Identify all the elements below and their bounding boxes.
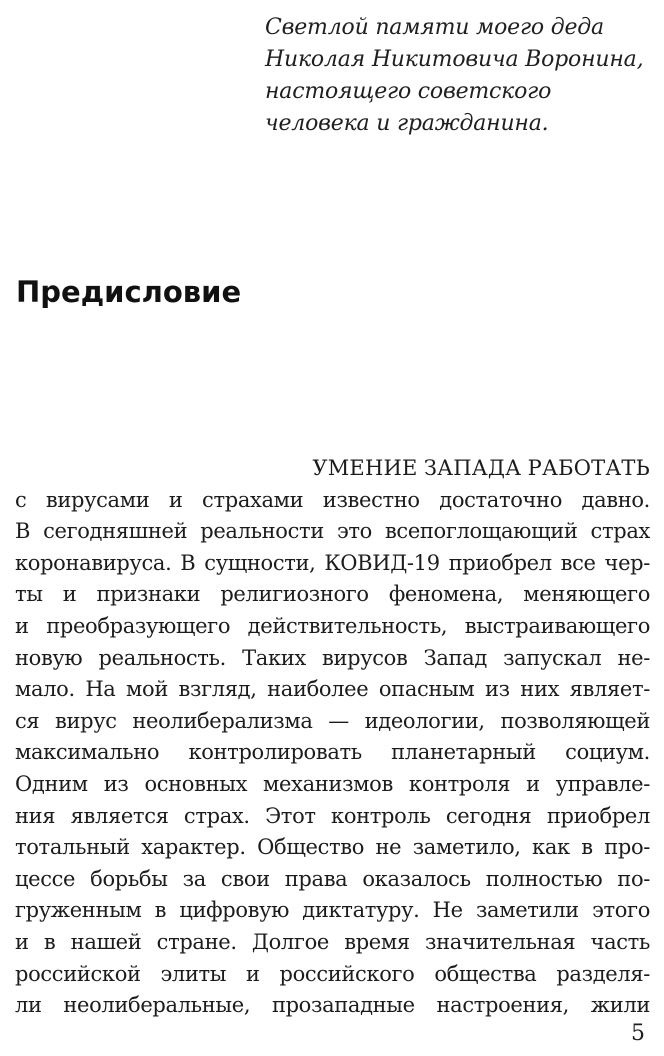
text-line: тотальный характер. Общество не заметило, как в про- bbox=[15, 835, 650, 860]
body-text bbox=[15, 453, 650, 1022]
text-line: российской элиты и российского общества разделя- bbox=[15, 961, 650, 986]
text-line: груженным в цифровую диктатуру. Не заметили этого bbox=[15, 898, 650, 923]
page-number: 5 bbox=[631, 1021, 645, 1046]
text-line: В сегодняшней реальности это всепоглощающий страх bbox=[15, 519, 650, 544]
text-line: УМЕНИЕ ЗАПАДА РАБОТАТЬ bbox=[312, 456, 650, 480]
text-line: новую реальность. Таких вирусов Запад запускал не- bbox=[15, 645, 650, 670]
text-line: коронавируса. В сущности, КОВИД-19 приобрел все чер- bbox=[15, 550, 650, 575]
dedication-line: настоящего советского bbox=[265, 79, 552, 104]
text-line: ся вирус неолиберализма — идеологии, позволяющей bbox=[15, 708, 650, 733]
text-line: и в нашей стране. Долгое время значительная часть bbox=[15, 929, 650, 954]
text-line: максимально контролировать планетарный социум. bbox=[15, 740, 650, 765]
text-line: и преобразующего действительность, выстраивающего bbox=[15, 613, 650, 638]
text-line: ния является страх. Этот контроль сегодня приобрел bbox=[15, 803, 650, 828]
text-line: с вирусами и страхами известно достаточно давно. bbox=[15, 487, 650, 512]
text-line: ты и признаки религиозного феномена, меняющего bbox=[15, 582, 650, 607]
dedication bbox=[265, 12, 655, 140]
chapter-heading: Предисловие bbox=[16, 275, 242, 309]
dedication-line: человека и гражданина. bbox=[265, 111, 549, 136]
text-line: Одним из основных механизмов контроля и управле- bbox=[15, 771, 650, 796]
text-line: ли неолиберальные, прозападные настроения, жили bbox=[15, 993, 650, 1018]
dedication-line: Николая Никитовича Воронина, bbox=[265, 47, 644, 72]
text-line: цессе борьбы за свои права оказалось полностью по- bbox=[15, 866, 650, 891]
text-line: мало. На мой взгляд, наиболее опасным из них являет- bbox=[15, 677, 650, 702]
dedication-line: Светлой памяти моего деда bbox=[265, 15, 604, 40]
